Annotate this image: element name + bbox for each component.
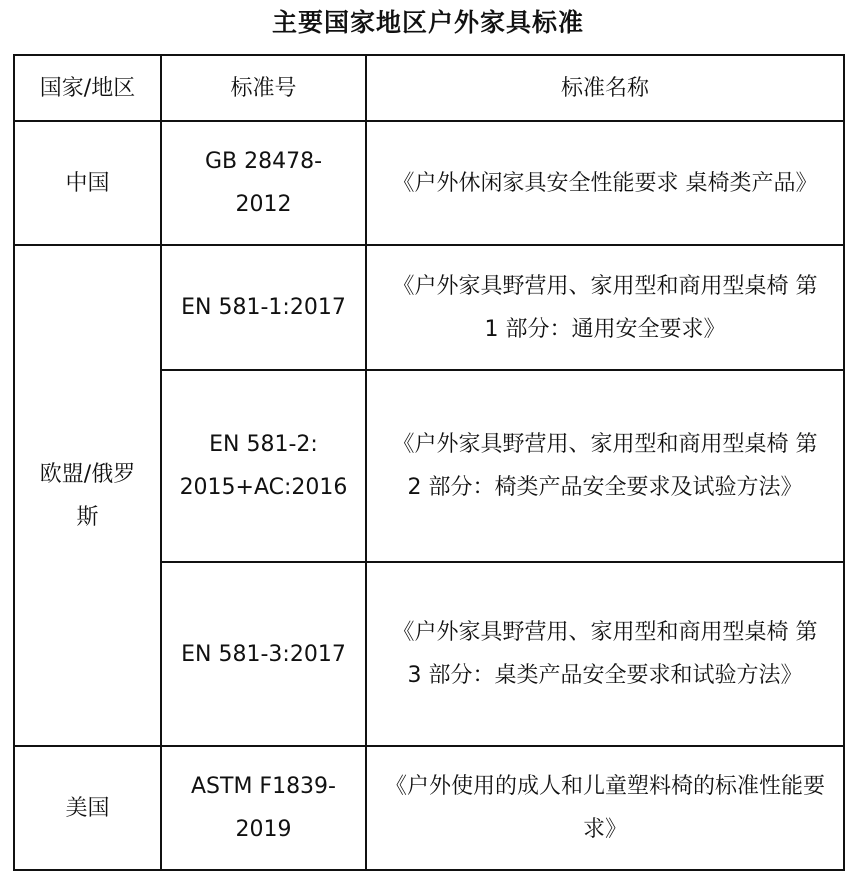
standard-name-cell: 《户外家具野营用、家用型和商用型桌椅 第 1 部分：通用安全要求》 [366, 245, 844, 370]
standard-code-cell: GB 28478-2012 [161, 121, 366, 245]
standard-name-cell: 《户外家具野营用、家用型和商用型桌椅 第 3 部分：桌类产品安全要求和试验方法》 [366, 562, 844, 746]
header-standard-name: 标准名称 [366, 55, 844, 121]
table-header-row [14, 55, 844, 121]
table-row [14, 121, 844, 245]
standard-code-cell: ASTM F1839-2019 [161, 746, 366, 870]
standards-table [13, 54, 845, 871]
standard-code-cell: EN 581-1:2017 [161, 245, 366, 370]
document-title: 主要国家地区户外家具标准 [271, 8, 584, 37]
table-row [14, 245, 844, 370]
region-cell: 欧盟/俄罗斯 [14, 245, 161, 746]
standard-code-cell: EN 581-2: 2015+AC:2016 [161, 370, 366, 562]
header-standard-code: 标准号 [161, 55, 366, 121]
standard-name-cell: 《户外使用的成人和儿童塑料椅的标准性能要求》 [366, 746, 844, 870]
region-cell: 中国 [14, 121, 161, 245]
standard-name-cell: 《户外家具野营用、家用型和商用型桌椅 第 2 部分：椅类产品安全要求及试验方法》 [366, 370, 844, 562]
standard-code-cell: EN 581-3:2017 [161, 562, 366, 746]
table-row [14, 746, 844, 870]
region-cell: 美国 [14, 746, 161, 870]
header-region: 国家/地区 [14, 55, 161, 121]
standard-name-cell: 《户外休闲家具安全性能要求 桌椅类产品》 [366, 121, 844, 245]
